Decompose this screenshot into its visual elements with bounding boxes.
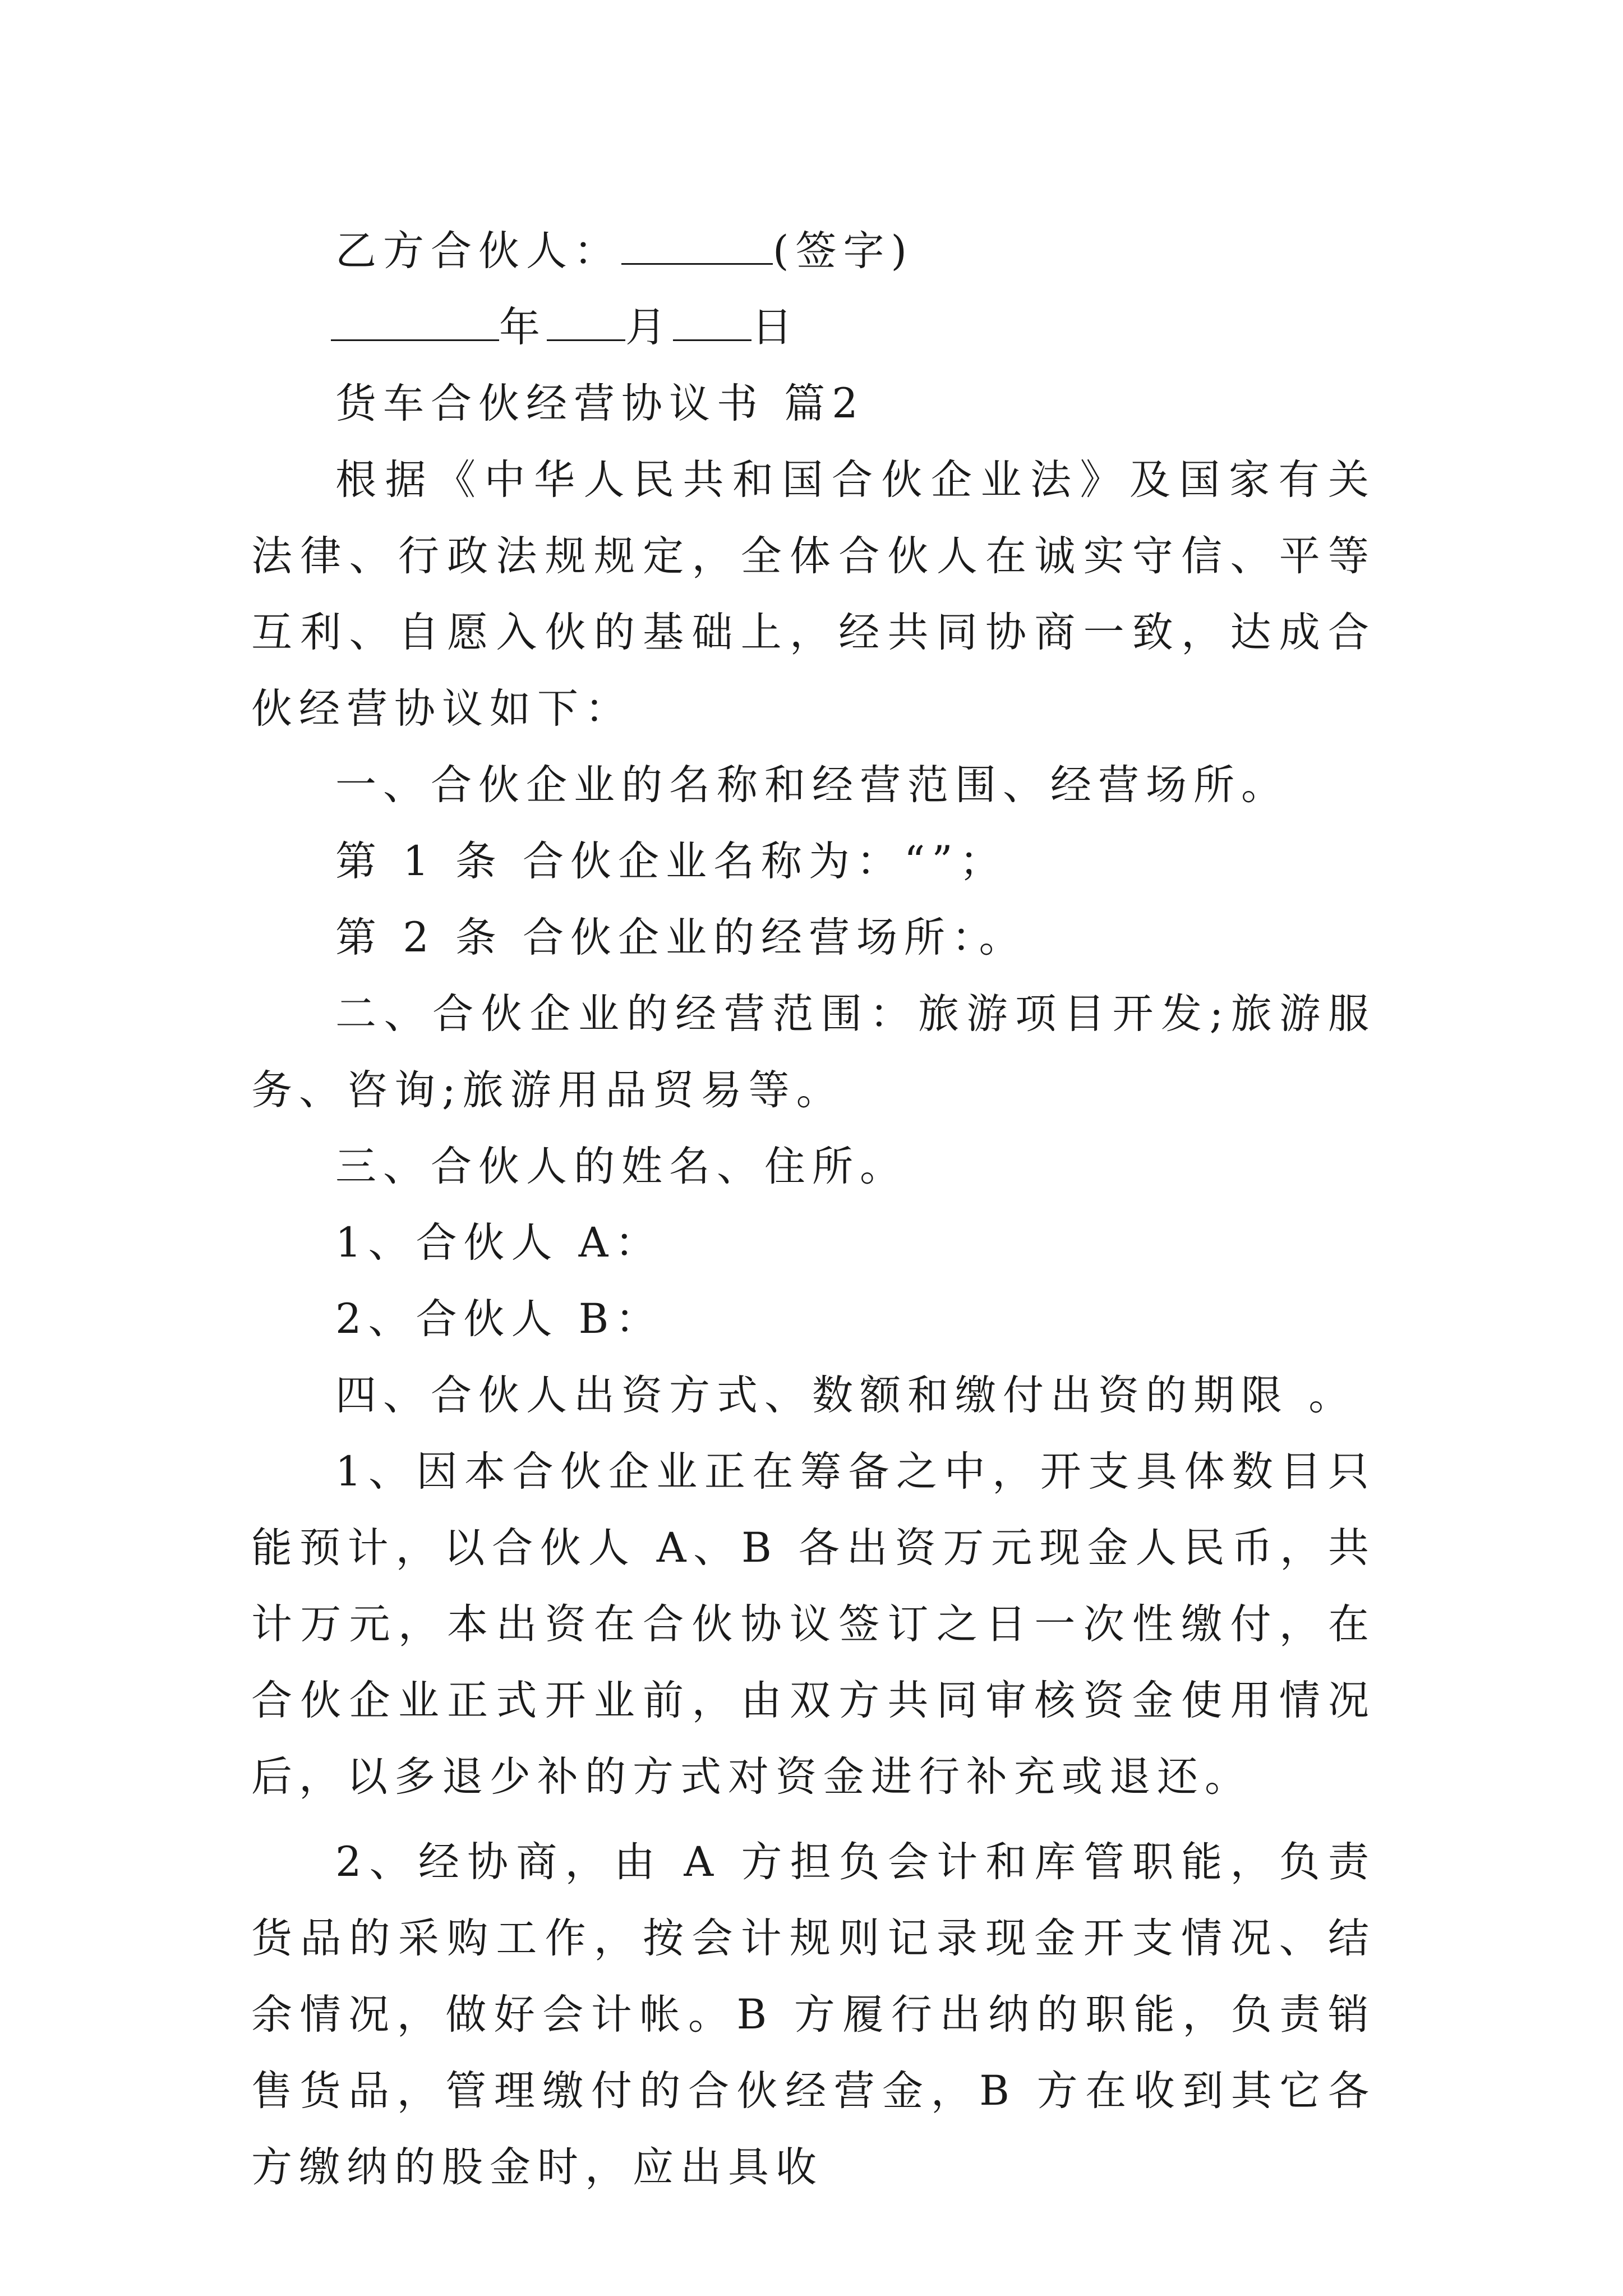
paragraph-article-2: 第 2 条 合伙企业的经营场所：。 xyxy=(335,914,1027,961)
date-line xyxy=(251,289,1376,366)
party-b-label: 乙方合伙人： xyxy=(335,227,621,275)
year-blank xyxy=(331,300,499,341)
party-b-signature-line xyxy=(251,213,1376,289)
paragraph-heading-4: 四、合伙人出资方式、数额和缴付出资的期限 。 xyxy=(335,1372,1357,1419)
paragraph-gap xyxy=(251,1815,1376,1824)
paragraph-preamble: 根据《中华人民共和国合伙企业法》及国家有关法律、行政法规规定，全体合伙人在诚实守信、平等互利、自愿入伙的基础上，经共同协商一致，达成合伙经营协议如下： xyxy=(251,456,1376,733)
day-label: 日 xyxy=(751,303,799,351)
year-label: 年 xyxy=(499,303,547,351)
document-body xyxy=(251,213,1376,2206)
paragraph-heading-1: 一、合伙企业的名称和经营范围、经营场所。 xyxy=(335,761,1289,809)
paragraph-partner-b: 2、合伙人 B： xyxy=(335,1295,663,1343)
paragraph-heading-2: 二、合伙企业的经营范围：旅游项目开发;旅游服务、咨询;旅游用品贸易等。 xyxy=(251,990,1376,1114)
signature-blank xyxy=(621,224,773,265)
month-label: 月 xyxy=(625,303,673,351)
sign-note: (签字) xyxy=(773,227,914,275)
paragraph-heading-3: 三、合伙人的姓名、住所。 xyxy=(335,1143,907,1190)
paragraph-capital-2: 2、经协商，由 A 方担负会计和库管职能，负责货品的采购工作，按会计规则记录现金开支情况、结余情况，做好会计帐。B 方履行出纳的职能，负责销售货品，管理缴付的合伙经营金，B 方在收到其它各方缴纳的股金时，应出具收 xyxy=(251,1838,1376,2191)
day-blank xyxy=(673,300,751,341)
paragraph-article-1: 第 1 条 合伙企业名称为：“”； xyxy=(335,838,1007,885)
section-title: 货车合伙经营协议书 篇2 xyxy=(335,380,865,427)
month-blank xyxy=(547,300,625,341)
paragraph-capital-1: 1、因本合伙企业正在筹备之中，开支具体数目只能预计，以合伙人 A、B 各出资万元现金人民币，共计万元，本出资在合伙协议签订之日一次性缴付，在合伙企业正式开业前，由双方共同审核资金使用情况后，以多退少补的方式对资金进行补充或退还。 xyxy=(251,1448,1376,1801)
paragraph-partner-a: 1、合伙人 A： xyxy=(335,1219,663,1267)
